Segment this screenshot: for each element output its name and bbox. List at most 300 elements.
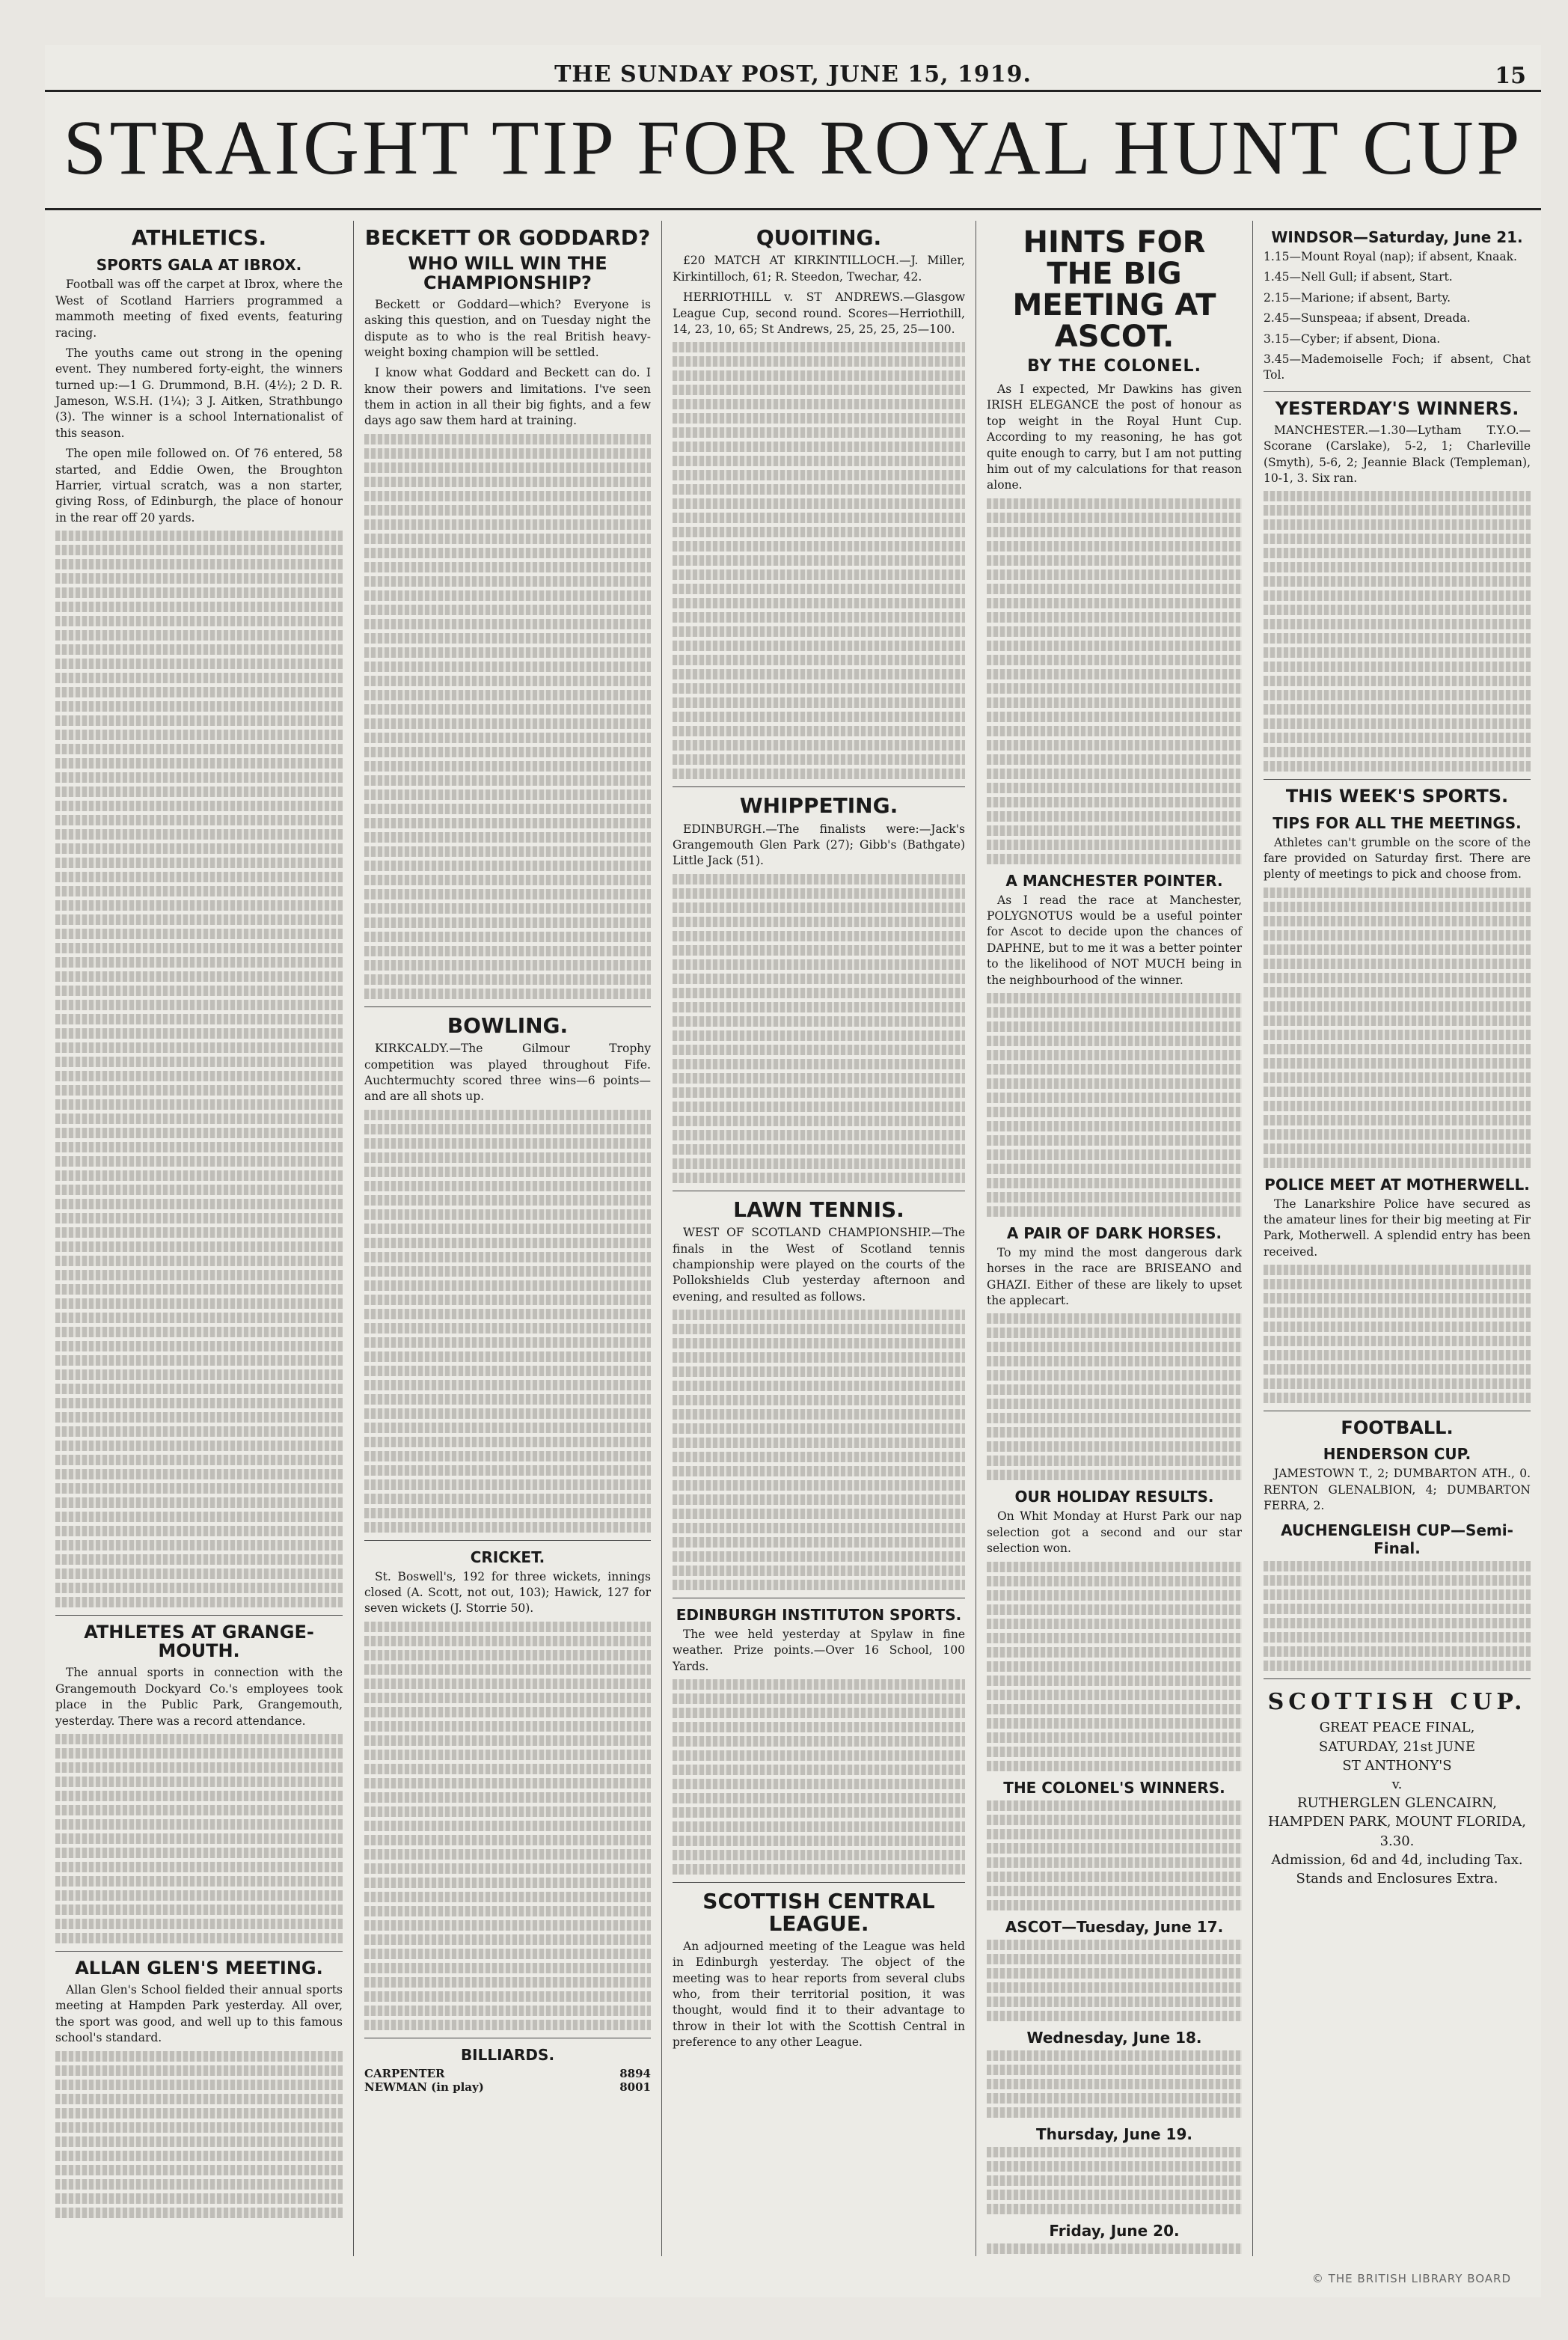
text-block [987,854,1242,864]
windsor-line: 1.15—Mount Royal (nap); if absent, Knaak. [1264,250,1517,263]
text-block [673,931,965,941]
text-block [987,683,1242,694]
ascot-tuesday-heading: ASCOT—Tuesday, June 17. [1005,1917,1224,1936]
text-block [673,1158,965,1169]
holiday-results-paragraph: On Whit Monday at Hurst Park our nap selection got a second and our star selection won. [987,1509,1242,1556]
scottish-central-heading: SCOTTISH CENTRAL LEAGUE. [702,1889,935,1936]
text-block [364,1465,651,1476]
text-block [1264,1030,1531,1040]
text-block [673,370,965,381]
text-block [987,598,1242,608]
text-block [364,1323,651,1334]
player-score: 8001 [619,2080,651,2094]
text-block [673,754,965,765]
text-block [1264,944,1531,955]
text-block [1264,662,1531,672]
text-block [55,1540,343,1551]
text-block [987,1384,1242,1395]
text-block [55,1199,343,1209]
text-block [364,789,651,800]
text-block [673,1173,965,1183]
text-block [987,1149,1242,1160]
text-block [987,1800,1242,1811]
divider [55,1951,343,1952]
text-block [364,1678,651,1689]
text-block [364,1167,651,1177]
text-block [673,1679,965,1690]
text-block [673,1793,965,1803]
yesterdays-winners-heading: YESTERDAY'S WINNERS. [1275,397,1519,419]
wednesday-heading: Wednesday, June 18. [1026,2028,1202,2047]
text-block [987,769,1242,779]
text-block [55,1014,343,1024]
text-block [364,1437,651,1447]
text-block [673,1736,965,1747]
text-block [364,1934,651,1945]
text-block [55,786,343,797]
text-block [1264,1661,1531,1671]
text-block [364,1266,651,1277]
text-block [1264,605,1531,615]
text-block [1264,1618,1531,1628]
column-quoiting [661,221,976,2256]
column-athletics [45,221,353,2256]
text-block [987,1562,1242,1572]
text-block [1264,1072,1531,1083]
henderson-cup-results: JAMESTOWN T., 2; DUMBARTON ATH., 0. RENTON GLENALBION, 4; DUMBARTON FERRA, 2. [1264,1467,1531,1513]
text-block [1264,590,1531,601]
copyright-footer: © THE BRITISH LIBRARY BOARD [1311,2272,1511,2285]
text-block [55,2208,343,2218]
text-block [987,1093,1242,1103]
text-block [1264,1393,1531,1403]
text-block [364,477,651,487]
text-block [364,1195,651,1206]
text-block [55,1483,343,1494]
text-block [55,1213,343,1224]
text-block [55,1256,343,1266]
text-block [364,1806,651,1817]
grangemouth-heading: ATHLETES AT GRANGE-MOUTH. [84,1622,314,1662]
text-block [364,1224,651,1234]
text-block [673,1102,965,1112]
text-block [55,715,343,726]
text-block [55,801,343,811]
text-block [364,846,651,857]
text-block [673,1523,965,1533]
text-block [55,2179,343,2190]
text-block [55,2165,343,2175]
text-block [364,1124,651,1134]
text-block [1264,690,1531,700]
text-block [987,1747,1242,1757]
text-block [987,2093,1242,2104]
text-block [55,602,343,612]
text-block [1264,1129,1531,1140]
championship-subheading: WHO WILL WIN THE CHAMPIONSHIP? [408,253,607,293]
divider [1264,779,1531,780]
scottish-cup-title: SCOTTISH CUP. [1267,1689,1527,1716]
text-block [1264,548,1531,558]
divider [673,786,965,787]
text-block [55,929,343,939]
divider [1264,391,1531,392]
text-block [55,1042,343,1053]
windsor-line: 3.15—Cyber; if absent, Diona. [1264,332,1441,346]
dark-horses-paragraph: To my mind the most dangerous dark horses in the race are BRISEANO and GHAZI. Either of these are likely to upset the applecart. [987,1245,1242,1307]
text-block [673,888,965,899]
player-name: CARPENTER [364,2066,445,2080]
text-block [987,1690,1242,1700]
text-block [987,2190,1242,2200]
page-banner-headline: STRAIGHT TIP FOR ROYAL HUNT CUP [45,103,1541,210]
text-block [55,1441,343,1451]
text-block [987,2204,1242,2214]
text-block [987,1050,1242,1060]
quoiting-heading: QUOITING. [756,225,882,250]
this-weeks-sports-heading: THIS WEEK'S SPORTS. [1285,786,1509,807]
billiards-heading: BILLIARDS. [460,2045,555,2064]
grangemouth-paragraph: The annual sports in connection with the Grangemouth Dockyard Co.'s employees took place in the Public Park, Grangemouth, yesterday. There was a record attendance. [55,1666,343,1728]
masthead [45,45,1541,92]
text-block [1264,619,1531,629]
text-block [364,1309,651,1319]
text-block [364,1295,651,1305]
text-block [987,1413,1242,1423]
text-block [987,1675,1242,1686]
text-block [55,1000,343,1010]
scottish-cup-advert [1264,1687,1531,1888]
text-block [987,1441,1242,1452]
text-block [673,1836,965,1846]
text-block [987,1121,1242,1131]
admission: Admission, 6d and 4d, including Tax. Stands and Enclosures Extra. [1271,1851,1523,1887]
text-block [55,1057,343,1067]
text-block [987,1604,1242,1615]
text-block [364,1778,651,1788]
text-block [364,1664,651,1675]
text-block [987,1036,1242,1046]
text-block [673,683,965,694]
text-block [1264,1632,1531,1643]
text-block [364,1209,651,1220]
text-block [364,1707,651,1717]
text-block [1264,761,1531,772]
text-block [55,1469,343,1479]
text-block [364,2020,651,2030]
text-block [987,993,1242,1003]
text-block [55,1327,343,1337]
text-block [673,726,965,736]
text-block [55,815,343,825]
text-block [673,959,965,970]
venue: HAMPDEN PARK, MOUNT FLORIDA, 3.30. [1267,1814,1527,1849]
text-block [1264,576,1531,587]
text-block [364,1622,651,1632]
text-block [364,761,651,772]
cricket-paragraph: St. Boswell's, 192 for three wickets, innings closed (A. Scott, not out, 103); Hawick, 127 for seven wickets (J. Storrie 50). [364,1569,651,1616]
text-block [55,744,343,754]
text-block [987,797,1242,807]
text-block [1264,1350,1531,1360]
text-block [55,531,343,541]
text-block [987,2079,1242,2089]
text-block [364,861,651,871]
text-block [1264,1336,1531,1346]
text-block [55,914,343,925]
text-block [1264,562,1531,572]
text-block [987,669,1242,679]
text-block [55,1369,343,1380]
text-block [987,1732,1242,1743]
text-block [673,1494,965,1505]
text-block [55,1833,343,1844]
windsor-line: 2.15—Marione; if absent, Barty. [1264,290,1451,305]
text-block [364,1920,651,1931]
text-block [55,2193,343,2204]
text-block [364,1750,651,1760]
text-block [987,1206,1242,1217]
byline: BY THE COLONEL. [1027,357,1201,376]
text-block [55,1933,343,1943]
text-block [55,687,343,697]
text-block [55,1583,343,1593]
text-block [55,1128,343,1138]
text-block [673,769,965,779]
scottish-central-paragraph: An adjourned meeting of the League was held in Edinburgh yesterday. The object of the meeting was to hear reports from several clubs who, from their territorial position, it was thought, would find it to their advantage to throw in their lot with the Scottish Central in preference to any other League. [673,1939,965,2050]
windsor-heading: WINDSOR—Saturday, June 21. [1271,228,1523,246]
text-block [1264,1364,1531,1375]
text-block [987,1900,1242,1910]
text-block [987,1982,1242,1993]
text-block [987,569,1242,580]
text-block [55,1426,343,1437]
text-block [1264,1015,1531,1026]
text-block [673,456,965,466]
text-block [55,1341,343,1351]
friday-heading: Friday, June 20. [1049,2221,1180,2240]
text-block [987,1107,1242,1117]
tips-paragraph: Athletes can't grumble on the score of the fare provided on Saturday first. There are plenty of meetings to pick and choose from. [1264,835,1531,882]
text-block [55,1142,343,1152]
text-block [55,2080,343,2090]
text-block [364,1721,651,1732]
text-block [987,1427,1242,1438]
text-block [987,1455,1242,1466]
text-block [673,1338,965,1348]
text-block [364,1351,651,1362]
text-block [364,917,651,928]
text-block [364,1735,651,1746]
text-block [673,484,965,495]
text-block [55,1270,343,1280]
police-meet-paragraph: The Lanarkshire Police have secured as the amateur lines for their big meeting at Fir Park, Motherwell. A splendid entry has been received. [1264,1197,1531,1259]
text-block [1264,718,1531,729]
text-block [364,1792,651,1803]
text-block [364,1394,651,1405]
text-block [364,704,651,715]
text-block [987,655,1242,665]
text-block [55,1777,343,1787]
text-block [1264,733,1531,743]
text-block [987,1940,1242,1950]
newspaper-page [45,45,1541,2297]
allan-glen-heading: ALLAN GLEN'S MEETING. [75,1957,323,1979]
text-block [364,1522,651,1533]
text-block [364,1892,651,1902]
cricket-heading: CRICKET. [470,1548,545,1566]
text-block [673,527,965,537]
manchester-pointer-heading: A MANCHESTER POINTER. [1005,871,1223,890]
text-block [364,519,651,530]
text-block [987,1718,1242,1729]
henderson-cup-heading: HENDERSON CUP. [1323,1445,1471,1464]
divider [364,1540,651,1541]
text-block [987,1590,1242,1601]
text-block [673,697,965,708]
text-block [364,1863,651,1874]
text-block [364,804,651,814]
text-block [55,1862,343,1872]
text-block [987,1815,1242,1825]
text-block [673,1381,965,1391]
text-block [364,1152,651,1163]
dark-horses-heading: A PAIR OF DARK HORSES. [1006,1224,1222,1242]
text-block [987,1704,1242,1714]
text-block [673,1030,965,1041]
text-block [364,605,651,615]
text-block [55,829,343,840]
text-block [987,1647,1242,1658]
text-block [1264,902,1531,912]
text-block [364,1181,651,1191]
text-block [55,843,343,854]
text-block [987,740,1242,751]
text-block [987,1661,1242,1672]
ascot-paragraph-1: As I expected, Mr Dawkins has given IRISH ELEGANCE the post of honour as top weight in the Royal Hunt Cup. According to my reasoning, he has got quite enough to carry, but I am not putting him out of my calculations for that reason alone. [987,382,1242,492]
text-block [673,988,965,998]
text-block [55,1071,343,1081]
text-block [673,1779,965,1789]
text-block [673,569,965,580]
text-block [364,1479,651,1490]
player-name: NEWMAN (in play) [364,2080,484,2094]
text-block [673,541,965,552]
football-heading: FOOTBALL. [1341,1417,1454,1439]
text-block [55,2065,343,2076]
text-block [364,875,651,885]
text-block [55,943,343,953]
text-block [673,1693,965,1704]
text-block [987,1843,1242,1854]
text-block [364,1693,651,1703]
text-block [364,1494,651,1504]
text-block [55,559,343,569]
text-block [55,1384,343,1394]
text-block [55,701,343,712]
text-block [364,1963,651,1973]
text-block [364,733,651,743]
text-block [987,2065,1242,2075]
text-block [55,1568,343,1579]
text-block [364,1977,651,1988]
quoiting-paragraph-1: £20 MATCH AT KIRKINTILLOCH.—J. Miller, Kirkintilloch, 61; R. Steedon, Twechar, 42. [673,254,965,284]
text-block [673,1438,965,1448]
text-block [673,1850,965,1860]
text-block [987,1576,1242,1586]
text-block [55,986,343,996]
text-block [364,1337,651,1348]
divider [673,1882,965,1883]
text-block [364,647,651,658]
manchester-paragraph: As I read the race at Manchester, POLYGNOTUS would be a useful pointer for Ascot to decide upon the chances of DAPHNE, but to me it was a better pointer to the likelihood of NOT MUCH being in the neighbourhood of the winner. [987,893,1242,987]
text-block [987,1356,1242,1366]
holiday-results-heading: OUR HOLIDAY RESULTS. [1014,1488,1214,1506]
great-peace-final: GREAT PEACE FINAL, [1319,1720,1475,1736]
text-block [364,491,651,501]
text-block [55,1526,343,1536]
text-block [673,598,965,608]
text-block [364,1991,651,2002]
text-block [55,2051,343,2062]
text-block [55,673,343,683]
text-block [1264,519,1531,530]
text-block [673,1073,965,1084]
text-block [987,1761,1242,1771]
text-block [673,1395,965,1405]
text-block [1264,973,1531,983]
text-block [1264,647,1531,658]
text-block [987,1399,1242,1409]
text-block [1264,1378,1531,1389]
beckett-goddard-heading: BECKETT OR GODDARD? [364,225,651,250]
text-block [987,1829,1242,1839]
text-block [673,1352,965,1363]
text-block [55,758,343,769]
text-block [364,989,651,999]
masthead-title: THE SUNDAY POST, JUNE 15, 1919. [554,61,1032,88]
text-block [673,641,965,651]
text-block [673,1565,965,1576]
text-block [1264,747,1531,757]
text-block [1264,1158,1531,1168]
thursday-heading: Thursday, June 19. [1035,2124,1192,2143]
text-block [55,1398,343,1408]
text-block [1264,987,1531,998]
text-block [673,712,965,722]
text-block [364,576,651,587]
text-block [1264,1001,1531,1012]
text-block [673,1324,965,1334]
text-block [1264,959,1531,969]
text-block [55,886,343,896]
text-block [364,434,651,445]
team-away: RUTHERGLEN GLENCAIRN, [1296,1795,1498,1812]
text-block [673,1466,965,1476]
text-block [673,399,965,409]
text-block [55,573,343,584]
text-block [987,1857,1242,1868]
text-block [55,1156,343,1167]
player-score: 8894 [619,2066,651,2080]
text-block [55,1848,343,1858]
text-block [673,555,965,566]
text-block [1264,633,1531,644]
text-block [673,427,965,438]
column-ascot-hints [976,221,1252,2256]
versus: v. [1391,1777,1403,1792]
text-block [987,2243,1242,2254]
